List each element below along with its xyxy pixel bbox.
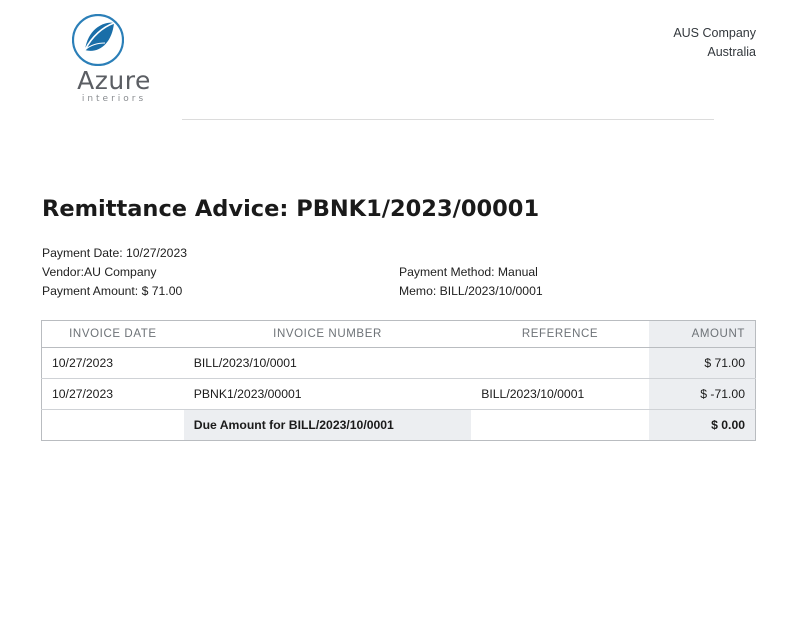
table-row xyxy=(42,379,756,410)
cell-invoice-number: PBNK1/2023/00001 xyxy=(184,379,471,410)
cell-due-amount-label: Due Amount for BILL/2023/10/0001 xyxy=(184,410,471,441)
memo: Memo: BILL/2023/10/0001 xyxy=(399,284,543,298)
page-title: Remittance Advice: PBNK1/2023/00001 xyxy=(42,196,540,222)
cell-reference xyxy=(471,348,648,379)
table-row-total xyxy=(42,410,756,441)
cell-due-amount: $ 0.00 xyxy=(649,410,756,441)
company-address xyxy=(673,24,756,62)
vendor: Vendor:AU Company xyxy=(42,265,157,279)
remittance-table-wrapper xyxy=(41,320,756,441)
payment-details-right xyxy=(399,263,749,301)
cell-reference xyxy=(471,410,648,441)
cell-amount: $ -71.00 xyxy=(649,379,756,410)
azure-leaf-logo-icon xyxy=(72,14,124,66)
cell-reference: BILL/2023/10/0001 xyxy=(471,379,648,410)
brand-name: Azure xyxy=(77,66,151,95)
company-country: Australia xyxy=(707,45,756,59)
table-row xyxy=(42,348,756,379)
cell-invoice-number: BILL/2023/10/0001 xyxy=(184,348,471,379)
cell-invoice-date: 10/27/2023 xyxy=(42,379,184,410)
column-header-invoice-date: INVOICE DATE xyxy=(42,321,184,348)
payment-details-left xyxy=(42,244,392,301)
cell-amount: $ 71.00 xyxy=(649,348,756,379)
brand-tagline: interiors xyxy=(81,94,147,104)
remittance-table xyxy=(41,320,756,441)
column-header-amount: AMOUNT xyxy=(649,321,756,348)
company-name: AUS Company xyxy=(673,26,756,40)
payment-amount: Payment Amount: $ 71.00 xyxy=(42,284,183,298)
payment-date: Payment Date: 10/27/2023 xyxy=(42,246,187,260)
table-header-row xyxy=(42,321,756,348)
document-header xyxy=(42,14,756,106)
brand-logo xyxy=(54,14,174,104)
header-divider xyxy=(182,119,714,120)
cell-invoice-date: 10/27/2023 xyxy=(42,348,184,379)
column-header-reference: REFERENCE xyxy=(471,321,648,348)
column-header-invoice-number: INVOICE NUMBER xyxy=(184,321,471,348)
cell-invoice-date xyxy=(42,410,184,441)
payment-method: Payment Method: Manual xyxy=(399,265,538,279)
